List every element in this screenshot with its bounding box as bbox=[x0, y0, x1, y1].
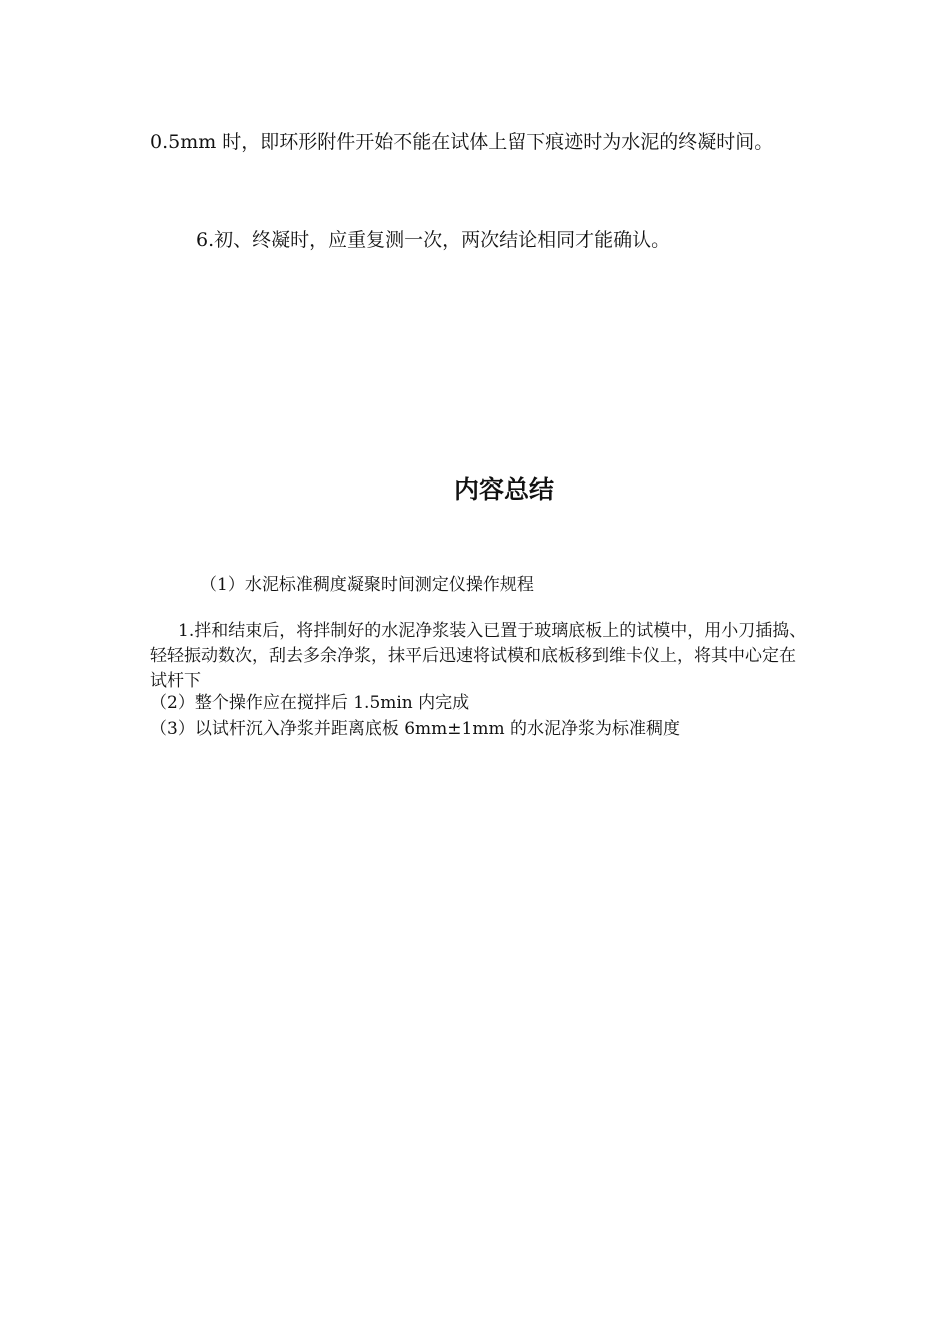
summary-item-1-detail-text: 1.拌和结束后，将拌制好的水泥净浆装入已置于玻璃底板上的试模中，用小刀插捣、轻轻振动数次，刮去多余净浆，抹平后迅速将试模和底板移到维卡仪上，将其中心定在试杆下 bbox=[150, 621, 807, 691]
summary-item-1: （1）水泥标准稠度凝聚时间测定仪操作规程 bbox=[200, 575, 534, 595]
body-paragraph-final-set: 0.5mm 时，即环形附件开始不能在试体上留下痕迹时为水泥的终凝时间。 bbox=[150, 131, 774, 153]
body-paragraph-repeat-test: 6.初、终凝时，应重复测一次，两次结论相同才能确认。 bbox=[196, 229, 671, 251]
summary-heading: 内容总结 bbox=[453, 475, 554, 504]
summary-item-2: （2）整个操作应在搅拌后 1.5min 内完成 bbox=[150, 693, 470, 713]
summary-item-3: （3）以试杆沉入净浆并距离底板 6mm±1mm 的水泥净浆为标准稠度 bbox=[150, 719, 680, 739]
summary-item-1-detail bbox=[150, 619, 810, 694]
